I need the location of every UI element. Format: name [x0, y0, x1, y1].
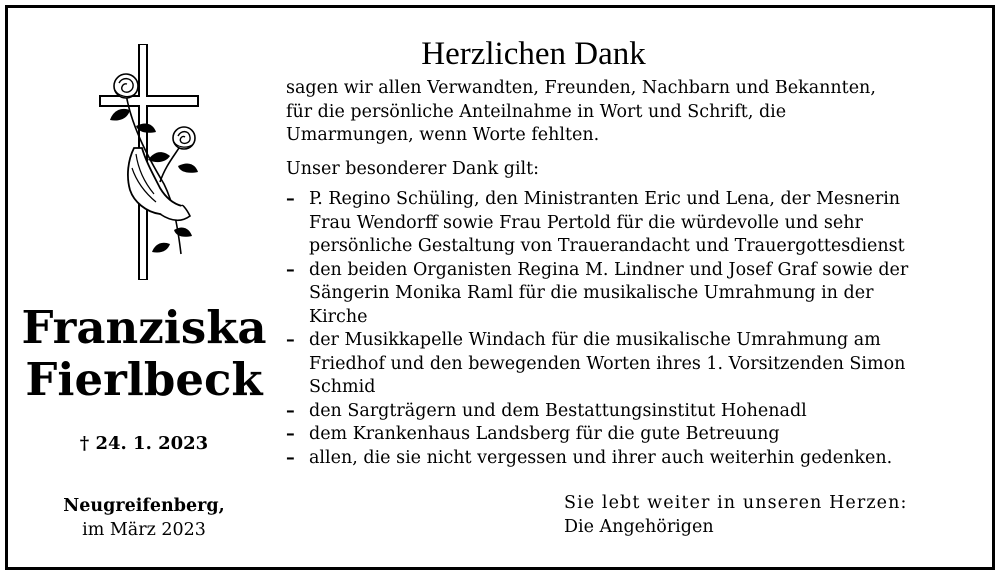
bullet-dash: – [286, 447, 295, 468]
list-item-line: der Musikkapelle Windach für die musikalische Umrahmung am [309, 330, 881, 350]
bullet-dash: – [286, 259, 295, 280]
page-title: Herzlichen Dank [421, 36, 646, 72]
deceased-last-name: Fierlbeck [25, 353, 263, 406]
obituary-notice [5, 5, 995, 570]
list-item [286, 329, 908, 400]
closing-line: Sie lebt weiter in unseren Herzen: [564, 493, 908, 513]
closing-signature [564, 492, 908, 539]
list-item-line: Sängerin Monika Raml für die musikalische Umrahmung in der [309, 283, 874, 303]
left-column [8, 8, 280, 567]
deceased-first-name: Franziska [21, 301, 267, 354]
location-date: im März 2023 [82, 520, 206, 540]
list-item-line: Kirche [309, 306, 368, 327]
list-item [286, 259, 908, 330]
thanks-list [286, 188, 908, 470]
list-item [286, 447, 908, 471]
list-item [286, 188, 908, 259]
bullet-dash: – [286, 400, 295, 421]
special-thanks-heading: Unser besonderer Dank gilt: [286, 159, 540, 179]
list-item-line: dem Krankenhaus Landsberg für die gute Betreuung [309, 424, 780, 444]
cross-with-roses-and-praying-hands-icon [86, 44, 206, 280]
bullet-dash: – [286, 330, 295, 350]
list-item-line: persönliche Gestaltung von Trauerandacht und Trauergottesdienst [309, 236, 905, 256]
list-item [286, 400, 908, 424]
list-item-line: den Sargträgern und dem Bestattungsinstitut Hohenadl [309, 400, 807, 421]
location-place: Neugreifenberg, [63, 496, 225, 516]
list-item-line: Schmid [309, 377, 376, 397]
list-item-line: Friedhof und den bewegenden Worten ihres 1. Vorsitzenden Simon [309, 353, 906, 374]
right-column [286, 8, 986, 567]
list-item [286, 423, 908, 447]
list-item-line: P. Regino Schüling, den Ministranten Eric und Lena, der Mesnerin [309, 189, 901, 209]
list-item-line: Frau Wendorff sowie Frau Pertold für die würdevolle und sehr [309, 212, 863, 233]
intro-line: sagen wir allen Verwandten, Freunden, Nachbarn und Bekannten, [286, 78, 876, 98]
death-date: † 24. 1. 2023 [79, 433, 209, 454]
intro-line: für die persönliche Anteilnahme in Wort und Schrift, die [286, 101, 787, 122]
bullet-dash: – [286, 189, 295, 209]
signature-line: Die Angehörigen [564, 516, 714, 537]
list-item-line: allen, die sie nicht vergessen und ihrer auch weiterhin gedenken. [309, 447, 893, 468]
bullet-dash: – [286, 424, 295, 444]
intro-line: Umarmungen, wenn Worte fehlten. [286, 125, 600, 145]
intro-paragraph [286, 77, 876, 148]
list-item-line: den beiden Organisten Regina M. Lindner und Josef Graf sowie der [309, 259, 909, 280]
